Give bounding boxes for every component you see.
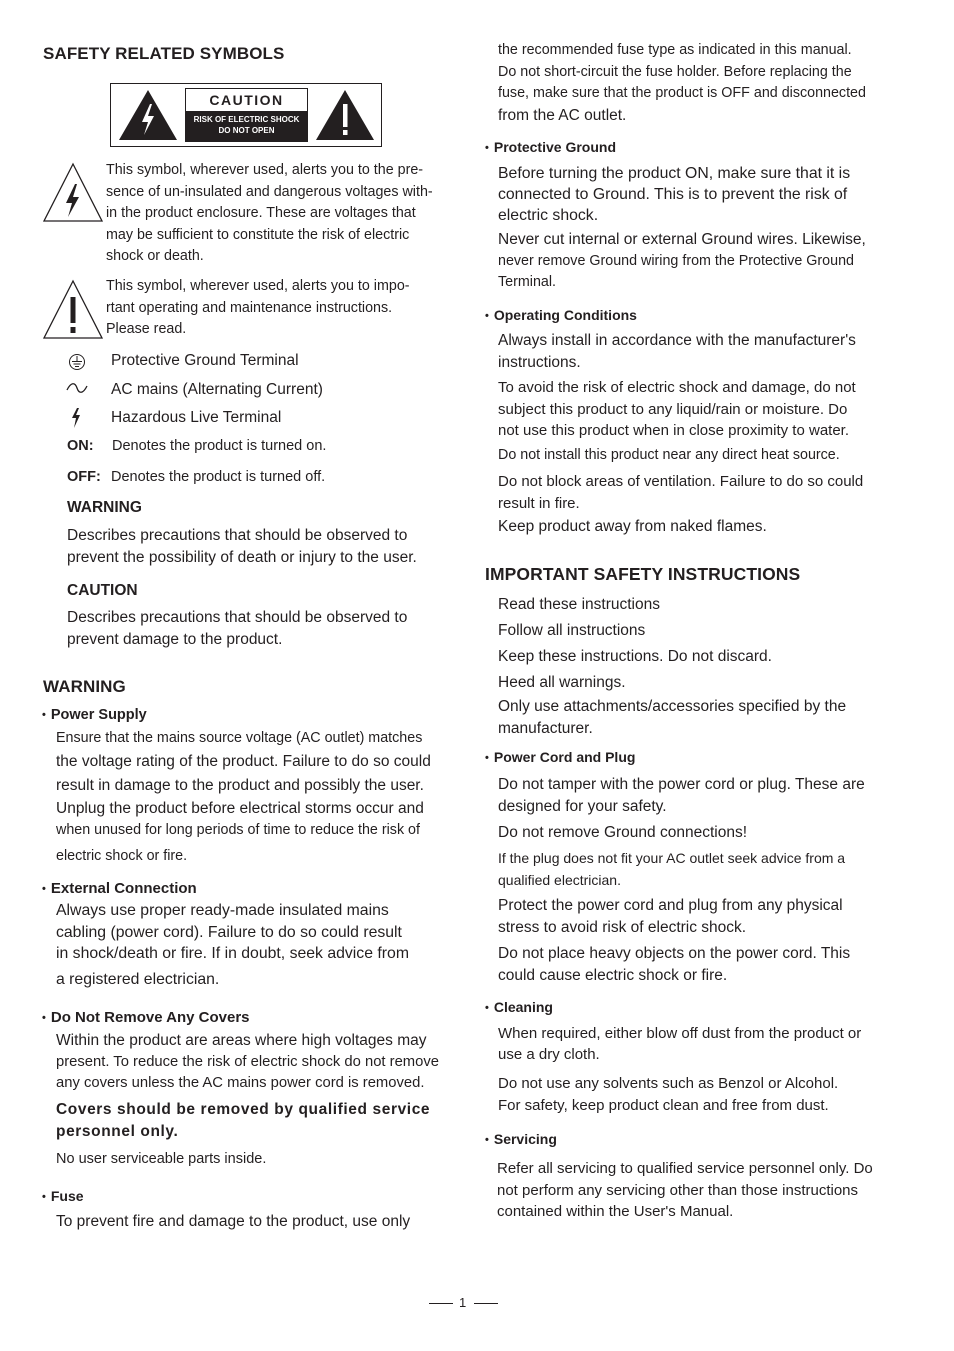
covers-bold-note — [56, 1099, 456, 1143]
text-line: when unused for long periods of time to reduce the risk of — [56, 821, 420, 838]
operating-text-d — [498, 471, 898, 515]
servicing-text — [497, 1158, 897, 1223]
caution-label-box — [185, 88, 308, 142]
text-line: prevent the possibility of death or injury to the user. — [67, 548, 417, 566]
text-line: not perform any servicing other than those instructions — [497, 1181, 859, 1199]
text-line: Refer all servicing to qualified service personnel only. Do — [497, 1160, 873, 1177]
list-item: Read these instructions — [498, 596, 660, 613]
important-list — [498, 592, 898, 696]
text-line: Within the product are areas where high voltages may — [56, 1032, 427, 1049]
text-line: connected to Ground. This is to prevent the risk of — [498, 186, 848, 203]
text-line: Do not place heavy objects on the power cord. This — [498, 945, 851, 962]
lightning-triangle-outline-icon — [42, 162, 104, 224]
footer-rule-left — [429, 1303, 453, 1304]
text-line: result in damage to the product and possibly the user. — [56, 776, 424, 794]
text-line: If the plug does not fit your AC outlet seek advice from a — [498, 850, 846, 866]
bullet-operating-conditions: • Operating Conditions — [485, 307, 637, 323]
cord-text-c — [498, 848, 898, 891]
lightning-triangle-icon — [117, 88, 179, 142]
caution-description — [67, 607, 457, 650]
important-attachments — [498, 696, 898, 739]
text-line: personnel only. — [56, 1123, 179, 1140]
text-line: electric shock. — [498, 207, 599, 224]
text-line: shock or death. — [106, 248, 204, 264]
lightning-symbol-text — [106, 160, 456, 268]
text-line: Describes precautions that should be observed to — [67, 527, 408, 544]
bullet-power-cord-plug: • Power Cord and Plug — [485, 749, 635, 765]
text-line: from the AC outlet. — [498, 106, 627, 124]
exclaim-symbol-text — [106, 276, 456, 341]
covers-note: No user serviceable parts inside. — [56, 1151, 267, 1167]
text-line: Only use attachments/accessories specified by the — [498, 698, 847, 715]
cord-text-d — [498, 895, 898, 938]
text-line: Covers should be removed by qualified service — [56, 1101, 431, 1118]
text-line: any covers unless the AC mains power cord is removed. — [56, 1075, 425, 1091]
text-line: in the product enclosure. These are voltages that — [106, 205, 416, 221]
caution-subheading: CAUTION — [67, 582, 138, 599]
caution-line-1: RISK OF ELECTRIC SHOCK — [193, 115, 300, 124]
caution-banner — [110, 83, 382, 147]
cleaning-text-b — [498, 1073, 898, 1116]
text-line: Never cut internal or external Ground wires. Likewise, — [498, 231, 866, 248]
lightning-bolt-icon — [70, 407, 82, 429]
text-line: designed for your safety. — [498, 797, 667, 815]
exclamation-triangle-outline-icon — [42, 279, 104, 341]
caution-subtext — [186, 111, 307, 141]
cord-text-a — [498, 774, 898, 817]
text-line: cabling (power cord). Failure to do so could result — [56, 923, 402, 941]
text-line: contained within the User's Manual. — [497, 1203, 734, 1220]
bullet-fuse: • Fuse — [42, 1188, 84, 1204]
text-line: This symbol, wherever used, alerts you to the pre- — [106, 162, 424, 178]
text-line: Do not block areas of ventilation. Failure to do so could — [498, 473, 864, 490]
text-line: Protect the power cord and plug from any physical — [498, 897, 843, 914]
text-line: never remove Ground wiring from the Protective Ground — [498, 252, 854, 269]
text-line: the recommended fuse type as indicated in this manual. — [498, 42, 852, 58]
ac-mains-label: AC mains (Alternating Current) — [111, 381, 323, 398]
ground-symbol-icon — [68, 353, 86, 371]
bullet-cleaning: • Cleaning — [485, 999, 553, 1015]
ground-text-2 — [498, 229, 898, 294]
off-text: Denotes the product is turned off. — [111, 469, 326, 485]
text-line: This symbol, wherever used, alerts you to impo- — [106, 278, 410, 294]
text-line: Before turning the product ON, make sure that it is — [498, 165, 851, 182]
text-line: sence of un-insulated and dangerous voltages with- — [106, 183, 433, 200]
text-line: the voltage rating of the product. Failure to do so could — [56, 752, 431, 770]
caution-title: CAUTION — [209, 92, 284, 108]
text-line: For safety, keep product clean and free from dust. — [498, 1096, 829, 1114]
text-line: may be sufficient to constitute the risk of electric — [106, 226, 410, 243]
footer-rule-right — [474, 1303, 498, 1304]
text-line: When required, either blow off dust from the product or — [498, 1025, 862, 1042]
text-line: electric shock or fire. — [56, 847, 188, 864]
text-line: To avoid the risk of electric shock and damage, do not — [498, 379, 856, 396]
heading-warning: WARNING — [43, 677, 126, 696]
bullet-protective-ground: • Protective Ground — [485, 139, 616, 155]
ac-wave-icon — [66, 381, 88, 395]
text-line: Always install in accordance with the manufacturer's — [498, 332, 856, 349]
caution-line-2: DO NOT OPEN — [218, 125, 275, 135]
text-line: use a dry cloth. — [498, 1046, 600, 1063]
power-supply-text — [56, 728, 456, 871]
operating-text-c: Do not install this product near any direct heat source. — [498, 447, 840, 463]
cord-text-b: Do not remove Ground connections! — [498, 824, 747, 841]
text-line: Please read. — [106, 321, 187, 337]
operating-text-e: Keep product away from naked flames. — [498, 518, 767, 535]
text-line: Do not use any solvents such as Benzol or Alcohol. — [498, 1075, 839, 1092]
text-line: could cause electric shock or fire. — [498, 966, 728, 984]
cleaning-text-a — [498, 1023, 898, 1065]
text-line: qualified electrician. — [498, 871, 621, 888]
bullet-servicing: • Servicing — [485, 1131, 557, 1147]
list-item: Keep these instructions. Do not discard. — [498, 648, 772, 665]
covers-text — [56, 1030, 456, 1095]
text-line: instructions. — [498, 353, 581, 371]
ground-terminal-label: Protective Ground Terminal — [111, 352, 299, 369]
text-line: Always use proper ready-made insulated mains — [56, 902, 389, 919]
text-line: Describes precautions that should be observed to — [67, 609, 408, 626]
on-text: Denotes the product is turned on. — [112, 438, 327, 454]
text-line: Terminal. — [498, 274, 556, 290]
external-text — [56, 900, 456, 995]
bullet-do-not-remove-covers: • Do Not Remove Any Covers — [42, 1009, 250, 1026]
text-line: rtant operating and maintenance instructions. — [106, 299, 393, 316]
text-line: a registered electrician. — [56, 970, 220, 988]
on-label: ON: — [67, 438, 94, 454]
text-line: Unplug the product before electrical storms occur and — [56, 799, 424, 817]
text-line: not use this product when in close proximity to water. — [498, 422, 850, 439]
text-line: result in fire. — [498, 495, 580, 512]
fuse-continued-text — [498, 40, 898, 126]
operating-text-b — [498, 377, 898, 442]
bullet-power-supply: • Power Supply — [42, 707, 147, 723]
hazardous-live-label: Hazardous Live Terminal — [111, 409, 282, 426]
bullet-external-connection: • External Connection — [42, 880, 197, 897]
text-line: Do not short-circuit the fuse holder. Before replacing the — [498, 63, 852, 80]
list-item: Follow all instructions — [498, 622, 646, 639]
text-line: in shock/death or fire. If in doubt, seek advice from — [56, 945, 409, 962]
text-line: manufacturer. — [498, 719, 593, 737]
text-line: subject this product to any liquid/rain or moisture. Do — [498, 400, 848, 418]
text-line: stress to avoid risk of electric shock. — [498, 918, 747, 936]
heading-safety-symbols: SAFETY RELATED SYMBOLS — [43, 44, 285, 63]
warning-subheading: WARNING — [67, 499, 142, 516]
off-label: OFF: — [67, 469, 101, 485]
text-line: prevent damage to the product. — [67, 630, 283, 648]
text-line: present. To reduce the risk of electric shock do not remove — [56, 1053, 439, 1070]
text-line: fuse, make sure that the product is OFF and disconnected — [498, 85, 866, 101]
text-line: Ensure that the mains source voltage (AC outlet) matches — [56, 730, 423, 746]
heading-important-safety: IMPORTANT SAFETY INSTRUCTIONS — [485, 564, 801, 584]
operating-text-a — [498, 330, 898, 373]
list-item: Heed all warnings. — [498, 674, 626, 691]
fuse-text: To prevent fire and damage to the product, use only — [56, 1213, 411, 1230]
page-number: 1 — [459, 1295, 467, 1310]
text-line: Do not tamper with the power cord or plug. These are — [498, 776, 865, 793]
cord-text-e — [498, 943, 898, 986]
warning-description — [67, 525, 457, 568]
exclamation-triangle-icon — [314, 88, 376, 142]
ground-text — [498, 163, 898, 226]
